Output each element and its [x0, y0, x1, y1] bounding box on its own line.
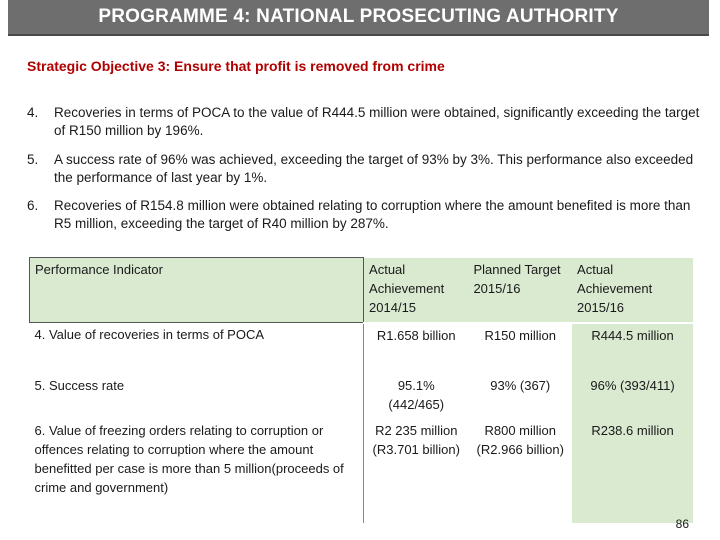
point-text: A success rate of 96% was achieved, exceeding the target of 93% by 3%. This performance also exceeded the performance of last year by 1%.: [54, 152, 694, 185]
table-cell: 6. Value of freezing orders relating to corruption or offences relating to corruption where the amount benefitted per case is more than 5 million(proceeds of crime and government): [30, 419, 364, 523]
header-indicator: Performance Indicator: [30, 258, 364, 323]
table-cell: 4. Value of recoveries in terms of POCA: [30, 323, 364, 374]
table-cell: 95.1% (442/465): [388, 377, 445, 412]
header-actual-2015: Actual Achievement 2015/16: [572, 258, 693, 323]
page-title: PROGRAMME 4: NATIONAL PROSECUTING AUTHORITY: [98, 6, 619, 27]
table-cell: 93% (367): [490, 377, 551, 393]
point-number: 4.: [27, 105, 39, 120]
strategic-objective: Strategic Objective 3: Ensure that profit is removed from crime: [27, 58, 445, 74]
table-cell: R2 235 million (R3.701 billion): [372, 422, 460, 457]
table-row: [30, 323, 694, 374]
table-cell: R444.5 million: [572, 323, 693, 374]
table-cell: R1.658 billion: [376, 327, 456, 343]
table-cell: R238.6 million: [572, 419, 693, 523]
table-row: [30, 374, 694, 419]
table-cell: R800 million (R2.966 billion): [476, 422, 564, 457]
point-number: 6.: [27, 198, 39, 213]
title-bar: [8, 0, 709, 36]
table-header-row: [30, 258, 694, 323]
performance-table: [29, 257, 693, 523]
table-row: [30, 419, 694, 523]
table-cell: 5. Success rate: [30, 374, 364, 419]
table-cell: R150 million: [484, 327, 557, 343]
point-text: Recoveries in terms of POCA to the value of R444.5 million were obtained, significantly exceeding the target of R150 million by 196%.: [54, 105, 700, 138]
page-number: 86: [675, 517, 689, 531]
table-cell: 96% (393/411): [572, 374, 693, 419]
header-target-2015: Planned Target 2015/16: [468, 258, 572, 323]
header-actual-2014: Actual Achievement 2014/15: [364, 258, 469, 323]
point-number: 5.: [27, 152, 39, 167]
point-text: Recoveries of R154.8 million were obtained relating to corruption where the amount benefited is more than R5 million, exceeding the target of R40 million by 287%.: [54, 198, 691, 231]
